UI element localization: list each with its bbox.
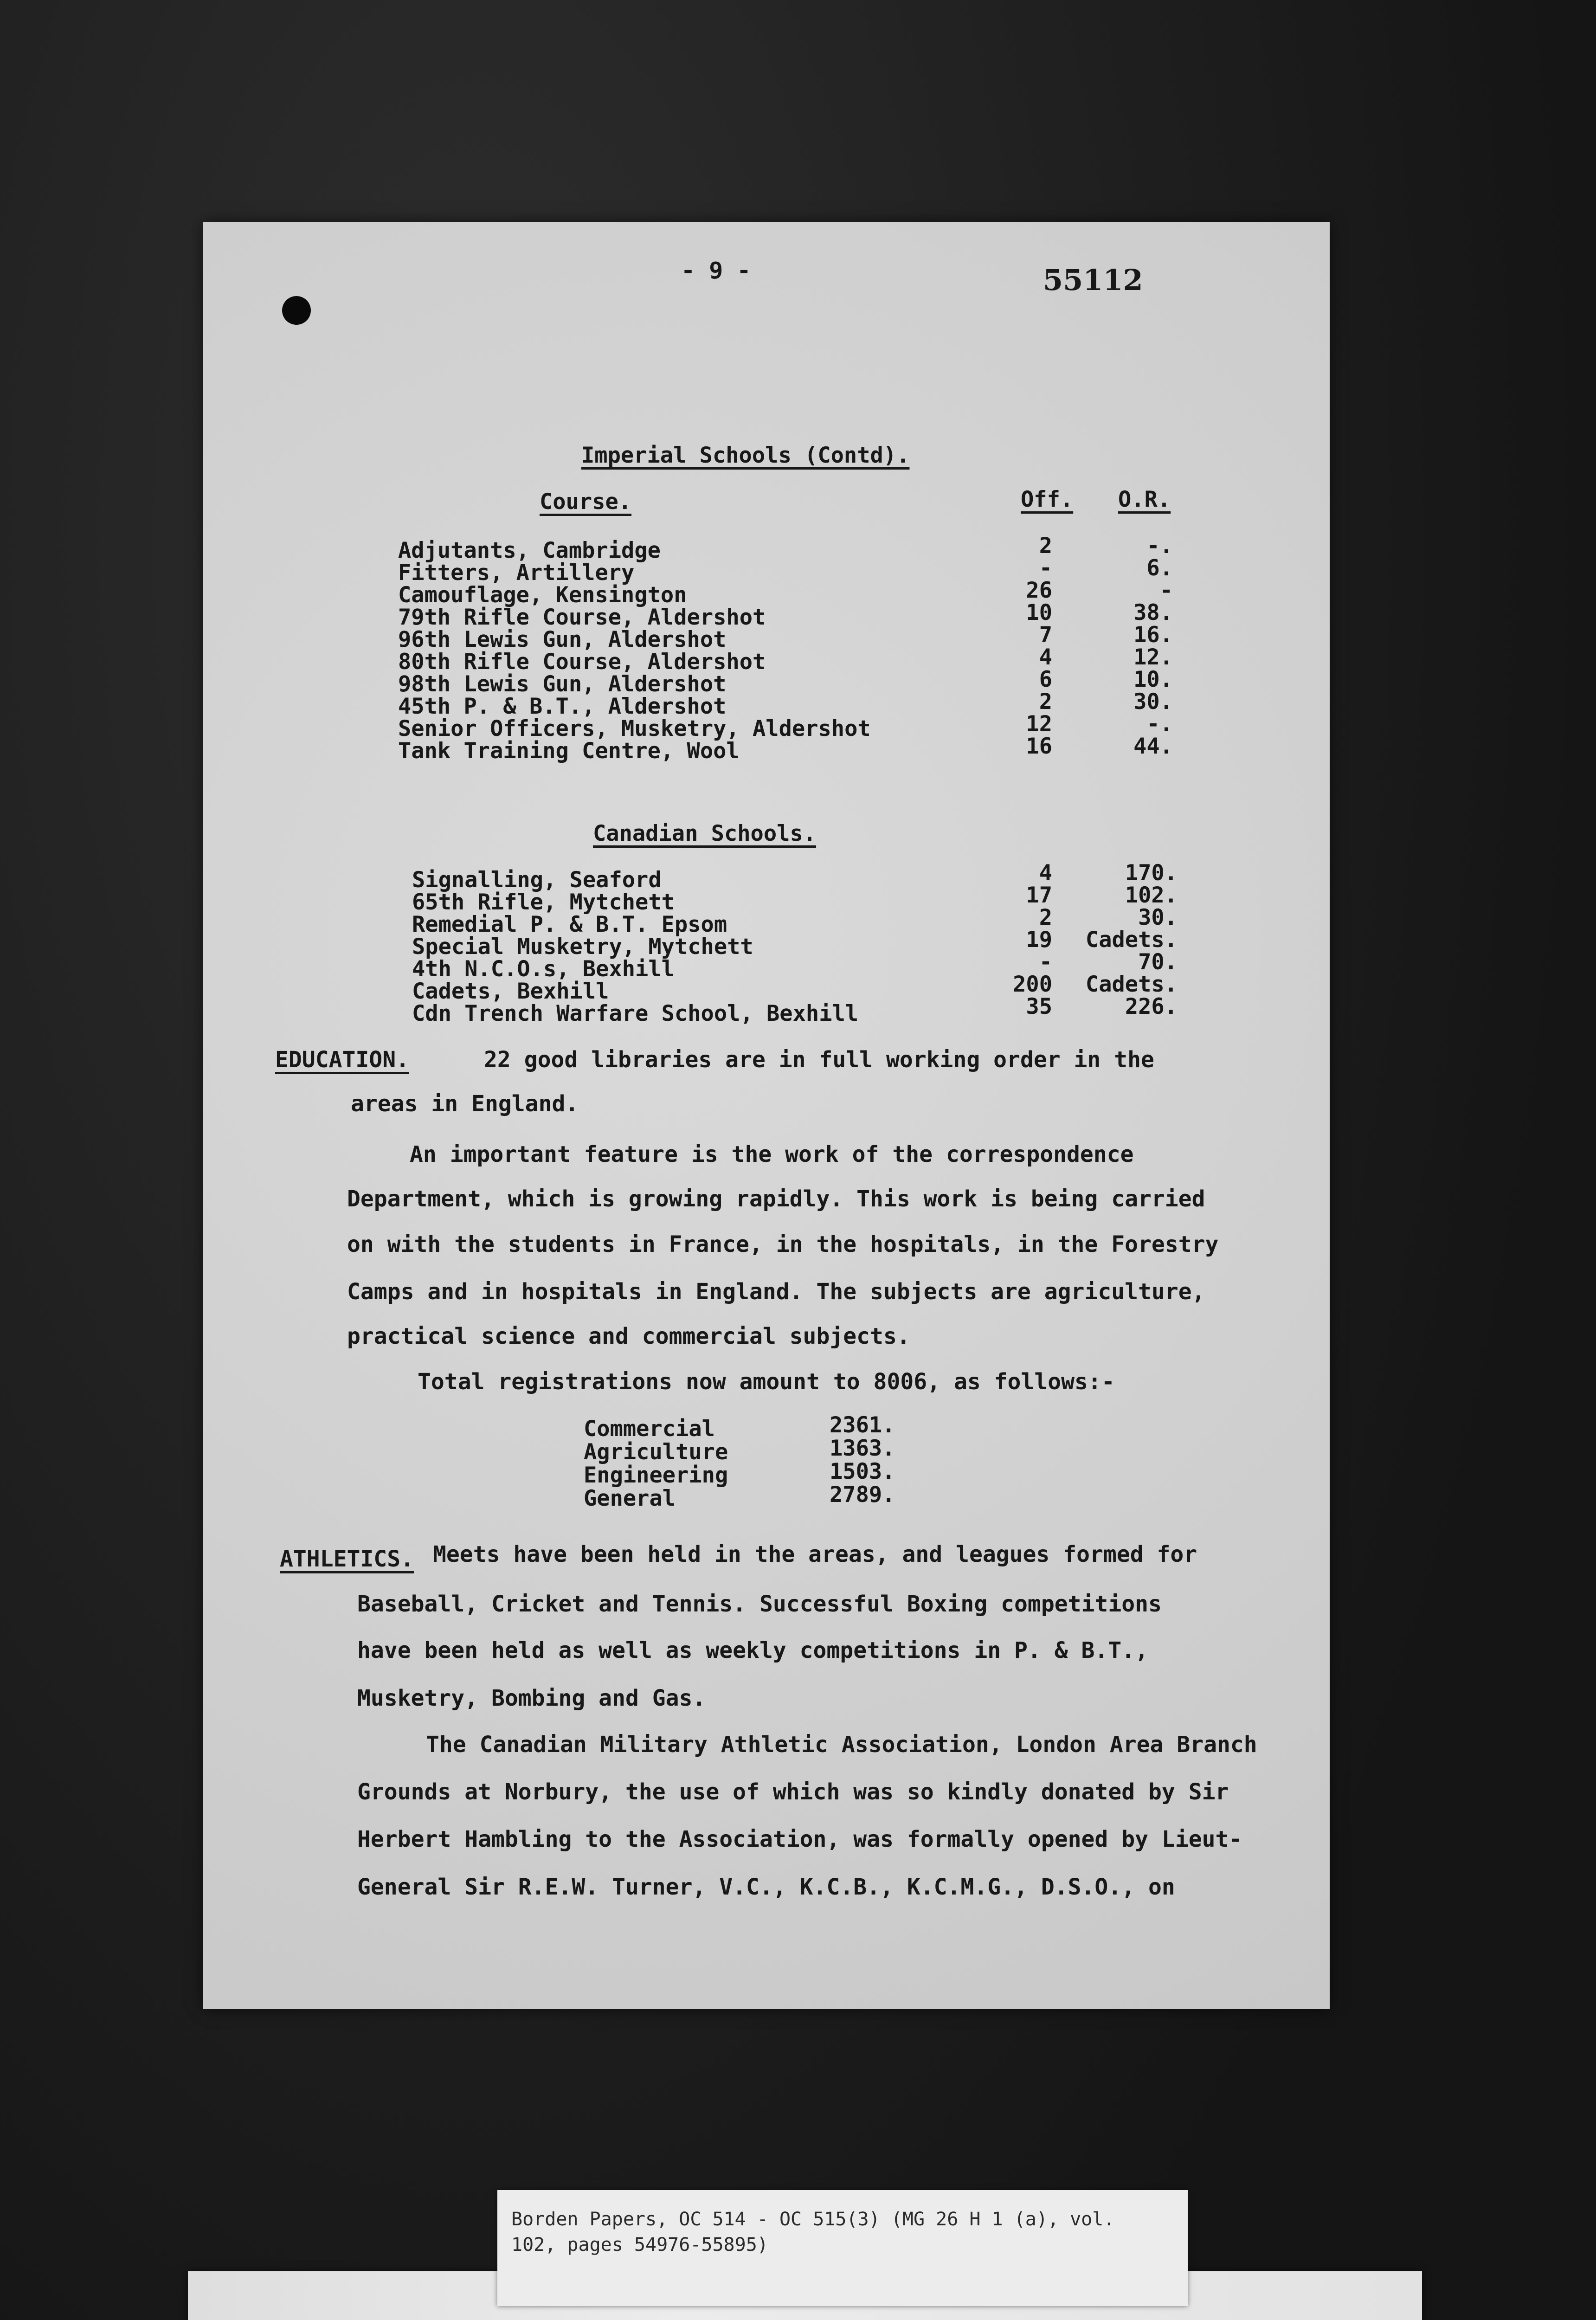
other-ranks-count: - <box>1159 578 1173 603</box>
education-line: Camps and in hospitals in England. The subjects are agriculture, <box>347 1279 1205 1305</box>
officers-count: 12 <box>1026 711 1052 737</box>
canadian-schools-heading: Canadian Schools. <box>593 821 817 846</box>
course-name: Tank Training Centre, Wool <box>398 738 740 764</box>
other-ranks-column-header: O.R. <box>1118 487 1171 512</box>
course-name: 79th Rifle Course, Aldershot <box>398 605 766 630</box>
other-ranks-count: 6. <box>1146 555 1173 581</box>
course-name: Camouflage, Kensington <box>398 582 687 608</box>
education-line: 22 good libraries are in full working order in the <box>484 1047 1154 1073</box>
other-ranks-count: 70. <box>1138 949 1178 975</box>
officers-count: 7 <box>1039 622 1052 648</box>
education-line: on with the students in France, in the hospitals, in the Forestry <box>347 1231 1219 1257</box>
document-page <box>203 222 1330 2009</box>
course-name: Senior Officers, Musketry, Aldershot <box>398 716 871 741</box>
other-ranks-count: 12. <box>1133 644 1173 670</box>
course-name: Fitters, Artillery <box>398 560 635 586</box>
officers-count: 35 <box>1026 994 1052 1019</box>
course-name: Signalling, Seaford <box>412 867 662 893</box>
other-ranks-count: 30. <box>1133 689 1173 715</box>
registration-subject: Agriculture <box>584 1439 728 1465</box>
course-name: 4th N.C.O.s, Bexhill <box>412 956 675 982</box>
officers-count: 26 <box>1026 578 1052 603</box>
athletics-line: Herbert Hambling to the Association, was formally opened by Lieut- <box>357 1826 1242 1852</box>
officers-count: 200 <box>1013 972 1052 997</box>
course-name: Cdn Trench Warfare School, Bexhill <box>412 1001 859 1026</box>
registration-count: 1363. <box>830 1436 895 1461</box>
officers-count: 4 <box>1039 860 1052 886</box>
registration-count: 1503. <box>830 1459 895 1484</box>
punch-hole <box>282 296 311 325</box>
officers-count: - <box>1039 555 1052 581</box>
officers-count: 2 <box>1039 533 1052 559</box>
registration-subject: Engineering <box>584 1463 728 1488</box>
athletics-line: Meets have been held in the areas, and leagues formed for <box>433 1541 1197 1567</box>
education-label: EDUCATION. <box>275 1047 409 1073</box>
athletics-label: ATHLETICS. <box>280 1546 414 1572</box>
athletics-line: The Canadian Military Athletic Association, London Area Branch <box>426 1732 1257 1758</box>
course-name: 65th Rifle, Mytchett <box>412 889 675 915</box>
athletics-line: have been held as well as weekly competitions in P. & B.T., <box>357 1637 1149 1663</box>
officers-count: 2 <box>1039 905 1052 930</box>
course-name: Special Musketry, Mytchett <box>412 934 753 960</box>
athletics-line: Musketry, Bombing and Gas. <box>357 1685 706 1711</box>
other-ranks-count: Cadets. <box>1085 927 1178 953</box>
course-column-header: Course. <box>540 489 632 515</box>
other-ranks-count: 226. <box>1125 994 1178 1019</box>
registration-count: 2361. <box>830 1412 895 1438</box>
officers-count: 19 <box>1026 927 1052 953</box>
other-ranks-count: 38. <box>1133 600 1173 625</box>
other-ranks-count: -. <box>1146 711 1173 737</box>
officers-count: 4 <box>1039 644 1052 670</box>
officers-count: 16 <box>1026 734 1052 759</box>
other-ranks-count: 16. <box>1133 622 1173 648</box>
course-name: 45th P. & B.T., Aldershot <box>398 694 727 719</box>
officers-count: - <box>1039 949 1052 975</box>
officers-count: 2 <box>1039 689 1052 715</box>
citation-line: 102, pages 54976-55895) <box>511 2234 768 2256</box>
registration-count: 2789. <box>830 1482 895 1508</box>
other-ranks-count: -. <box>1146 533 1173 559</box>
education-line: practical science and commercial subjects. <box>347 1323 910 1349</box>
citation-line: Borden Papers, OC 514 - OC 515(3) (MG 26 H 1 (a), vol. <box>511 2209 1115 2230</box>
education-line: areas in England. <box>351 1091 579 1117</box>
education-line: An important feature is the work of the correspondence <box>410 1141 1134 1167</box>
education-line: Total registrations now amount to 8006, as follows:- <box>418 1369 1115 1395</box>
other-ranks-count: 30. <box>1138 905 1178 930</box>
athletics-line: Baseball, Cricket and Tennis. Successful Boxing competitions <box>357 1591 1162 1617</box>
other-ranks-count: 44. <box>1133 734 1173 759</box>
course-name: 98th Lewis Gun, Aldershot <box>398 671 727 697</box>
registration-subject: General <box>584 1486 676 1511</box>
archive-number: 55112 <box>1043 263 1143 297</box>
course-name: Remedial P. & B.T. Epsom <box>412 912 727 937</box>
officers-count: 10 <box>1026 600 1052 625</box>
education-line: Department, which is growing rapidly. This work is being carried <box>347 1186 1205 1212</box>
course-name: Cadets, Bexhill <box>412 979 609 1004</box>
citation-card <box>497 2190 1188 2306</box>
other-ranks-count: 170. <box>1125 860 1178 886</box>
athletics-line: General Sir R.E.W. Turner, V.C., K.C.B., K.C.M.G., D.S.O., on <box>357 1874 1175 1900</box>
other-ranks-count: Cadets. <box>1085 972 1178 997</box>
other-ranks-count: 102. <box>1125 883 1178 908</box>
page-number: - 9 - <box>681 257 751 284</box>
course-name: Adjutants, Cambridge <box>398 538 661 563</box>
course-name: 80th Rifle Course, Aldershot <box>398 649 766 675</box>
officers-count: 17 <box>1026 883 1052 908</box>
officers-column-header: Off. <box>1021 487 1074 512</box>
officers-count: 6 <box>1039 667 1052 692</box>
registration-subject: Commercial <box>584 1416 715 1442</box>
athletics-line: Grounds at Norbury, the use of which was so kindly donated by Sir <box>357 1779 1229 1805</box>
course-name: 96th Lewis Gun, Aldershot <box>398 627 727 652</box>
imperial-schools-heading: Imperial Schools (Contd). <box>581 443 910 468</box>
other-ranks-count: 10. <box>1133 667 1173 692</box>
